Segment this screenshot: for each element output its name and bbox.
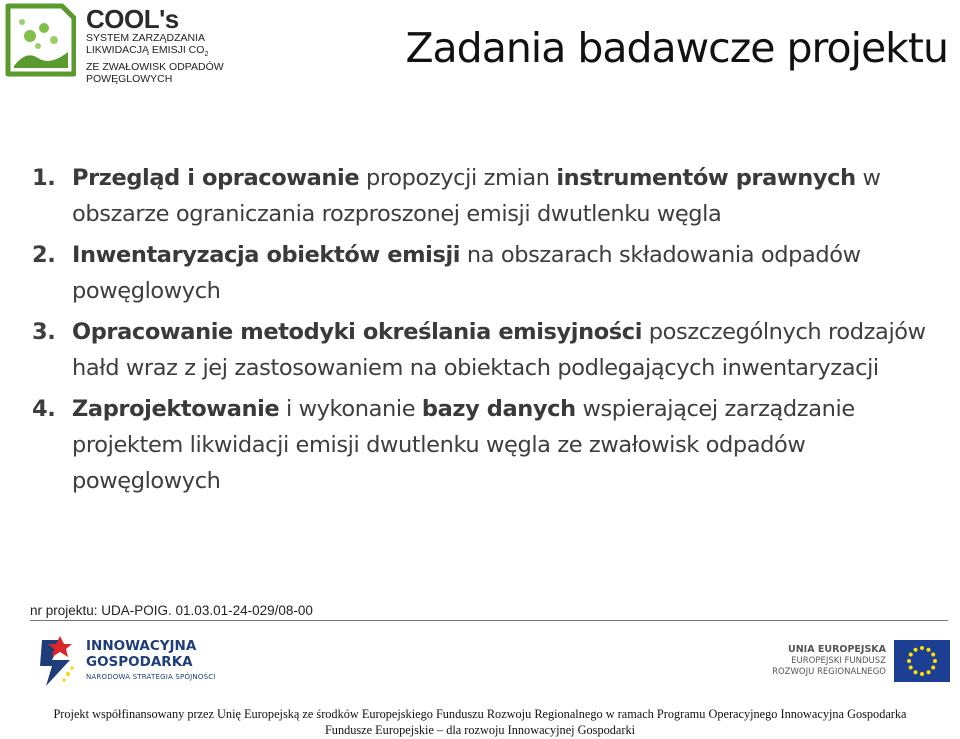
task-text-bold: instrumentów prawnych bbox=[556, 165, 856, 191]
innovative-economy-logo bbox=[38, 634, 218, 690]
cofinancing-footer bbox=[0, 706, 960, 738]
task-item bbox=[32, 314, 947, 386]
eu-line-1: UNIA EUROPEJSKA bbox=[788, 644, 886, 655]
ig-line-1: INNOWACYJNA bbox=[86, 638, 197, 654]
task-item bbox=[32, 391, 947, 499]
project-number: nr projektu: UDA-POIG. 01.03.01-24-029/08-00 bbox=[30, 603, 313, 618]
eu-flag-icon bbox=[894, 640, 950, 682]
eu-line-3: ROZWOJU REGIONALNEGO bbox=[772, 667, 886, 677]
ig-line-3: NARODOWA STRATEGIA SPÓJNOŚCI bbox=[86, 673, 216, 681]
task-text-bold: Inwentaryzacja obiektów emisji bbox=[72, 242, 461, 268]
eu-star bbox=[927, 670, 931, 674]
eu-line-2: EUROPEJSKI FUNDUSZ bbox=[791, 656, 886, 666]
eu-star bbox=[933, 659, 937, 663]
eu-star bbox=[907, 659, 911, 663]
logo-brand: COOL's bbox=[86, 4, 179, 34]
task-list bbox=[32, 160, 947, 504]
task-number: 4. bbox=[32, 396, 56, 422]
task-text: poszczególnych rodzajów hałd wraz z jej zastosowaniem na obiektach podlegających inwentaryzacji bbox=[72, 319, 926, 381]
task-text: wspierającej zarządzanie projektem likwidacji emisji dwutlenku węgla ze zwałowisk odpadów powęglowych bbox=[72, 396, 855, 494]
task-text-bold: Przegląd i opracowanie bbox=[72, 165, 360, 191]
task-number: 3. bbox=[32, 319, 56, 345]
task-item bbox=[32, 237, 947, 309]
eu-star bbox=[914, 648, 918, 652]
footer-line-2: Fundusze Europejskie – dla rozwoju Innowacyjnej Gospodarki bbox=[324, 723, 636, 737]
logo-tagline-3: ZE ZWAŁOWISK ODPADÓW bbox=[86, 61, 224, 74]
logo-tagline-4: POWĘGLOWYCH bbox=[86, 73, 173, 86]
task-text: na obszarach składowania odpadów powęglowych bbox=[72, 242, 861, 304]
cools-leaf-icon bbox=[4, 2, 76, 78]
eu-logo bbox=[770, 640, 955, 690]
task-text-bold: Zaprojektowanie bbox=[72, 396, 280, 422]
eu-star bbox=[931, 666, 935, 670]
eu-star bbox=[909, 653, 913, 657]
logo-tagline-1: SYSTEM ZARZĄDZANIA bbox=[86, 32, 206, 44]
task-text-bold: bazy danych bbox=[421, 396, 576, 422]
eu-star bbox=[927, 648, 931, 652]
eu-star bbox=[914, 670, 918, 674]
logo-tagline-2: LIKWIDACJĄ EMISJI $CO_2$ bbox=[86, 44, 209, 59]
task-text: propozycji zmian bbox=[359, 165, 557, 191]
task-number: 1. bbox=[32, 165, 56, 191]
innovative-economy-icon bbox=[38, 634, 78, 688]
task-number: 2. bbox=[32, 242, 56, 268]
eu-star bbox=[909, 666, 913, 670]
task-text-bold: Opracowanie metodyki określania emisyjności bbox=[72, 319, 643, 345]
page-title: Zadania badawcze projektu bbox=[405, 24, 948, 72]
eu-star bbox=[931, 653, 935, 657]
task-item bbox=[32, 160, 947, 232]
task-text: w obszarze ograniczania rozproszonej emisji dwutlenku węgla bbox=[72, 165, 881, 227]
footer-line-1: Projekt współfinansowany przez Unię Europejską ze środków Europejskiego Funduszu Rozwoju Regionalnego w ramach Programu Operacyjnego Innowacyjna Gospodarka bbox=[53, 707, 907, 721]
ig-line-2: GOSPODARKA bbox=[86, 654, 193, 670]
footer-divider bbox=[30, 620, 948, 621]
eu-star bbox=[920, 646, 924, 650]
cools-logo bbox=[4, 2, 234, 86]
task-text: i wykonanie bbox=[279, 396, 422, 422]
eu-star bbox=[920, 672, 924, 676]
